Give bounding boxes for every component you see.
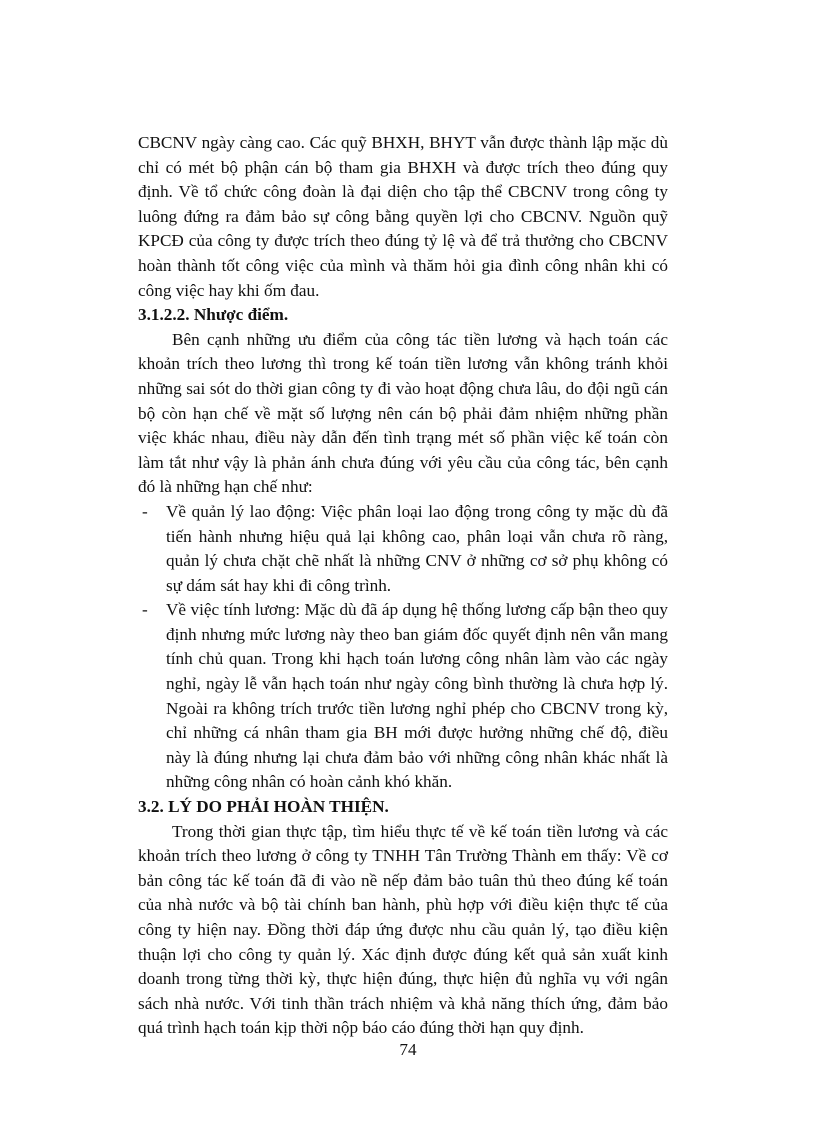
bullet-dash: - xyxy=(142,600,148,620)
list-item-labor-management xyxy=(138,500,668,598)
page-body xyxy=(138,131,668,1041)
list-item-text: Về quản lý lao động: Việc phân loại lao động trong công ty mặc dù đã tiến hành nhưng hiệu quả lại không cao, phân loại vẫn chưa rõ ràng, quản lý chưa chặt chẽ nhất là những CNV ở những cơ sở phụ không có sự dám sát hay khi đi công trình. xyxy=(166,501,668,595)
bullet-dash: - xyxy=(142,501,148,521)
section-heading-reason: 3.2. LÝ DO PHẢI HOÀN THIỆN. xyxy=(138,797,389,817)
intro-paragraph: CBCNV ngày càng cao. Các quỹ BHXH, BHYT vẫn được thành lập mặc dù chỉ có mét bộ phận cán bộ tham gia BHXH và được trích theo đúng quy định. Về tổ chức công đoàn là đại diện cho tập thể CBCNV trong công ty luông đứng ra đảm bảo sự công bằng quyền lợi cho CBCNV. Nguồn quỹ KPCĐ của công ty được trích theo đúng tỷ lệ và để trả thưởng cho CBCNV hoàn thành tốt công việc của mình và thăm hỏi gia đình công nhân khi có công việc hay khi ốm đau. xyxy=(138,133,668,300)
section-heading-weakness: 3.1.2.2. Nhược điểm. xyxy=(138,305,289,325)
page-number: 74 xyxy=(399,1040,417,1059)
weakness-list xyxy=(138,500,668,795)
reason-paragraph: Trong thời gian thực tập, tìm hiểu thực tế về kế toán tiền lương và các khoản trích theo lương ở công ty TNHH Tân Trường Thành em thấy: Về cơ bản công tác kế toán đã đi vào nề nếp đảm bảo tuân thủ theo đúng kế toán của nhà nước và bộ tài chính ban hành, phù hợp với điều kiện thực tế của công ty hiện nay. Đồng thời đáp ứng được nhu cầu quản lý, tạo điều kiện thuận lợi cho công ty quản lý. Xác định được đúng kết quả sản xuất kinh doanh trong từng thời kỳ, thực hiện đúng, thực hiện đủ nghĩa vụ với ngân sách nhà nước. Với tinh thần trách nhiệm và khả năng thích ứng, đảm bảo quá trình hạch toán kịp thời nộp báo cáo đúng thời hạn quy định. xyxy=(138,821,668,1038)
list-item-salary-calculation xyxy=(138,598,668,795)
list-item-text: Về việc tính lương: Mặc dù đã áp dụng hệ thống lương cấp bận theo quy định nhưng mức lương này theo ban giám đốc quyết định nên vẫn mang tính chủ quan. Trong khi hạch toán lương công nhân làm vào các ngày nghỉ, ngày lễ vẫn hạch toán như ngày công bình thường là chưa hợp lý. Ngoài ra không trích trước tiền lương nghỉ phép cho CBCNV trong kỳ, chỉ những cá nhân tham gia BH mới được hưởng những chế độ, điều này là đúng nhưng lại chưa đảm bảo với những công nhân khác nhất là những công nhân có hoàn cảnh khó khăn. xyxy=(166,600,668,792)
weakness-paragraph: Bên cạnh những ưu điểm của công tác tiền lương và hạch toán các khoản trích theo lương thì trong kế toán tiền lương vẫn không tránh khỏi những sai sót do thời gian công ty đi vào hoạt động chưa lâu, do đội ngũ cán bộ còn hạn chế về mặt số lượng nên cán bộ phải đảm nhiệm những phần việc khác nhau, điều này dẫn đến tình trạng mét số phần việc kế toán còn làm tắt như vậy là phản ánh chưa đúng với yêu cầu của công tác, bên cạnh đó là những hạn chế như: xyxy=(138,329,668,497)
